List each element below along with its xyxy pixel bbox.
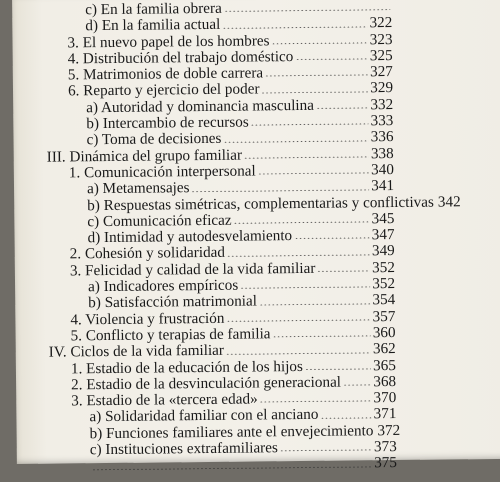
toc-entry-label: 1. Estadio de la educación de los hijos	[71, 358, 303, 378]
toc-entry	[17, 422, 397, 442]
book-page	[12, 0, 500, 464]
toc-entry-label: d) Intimidad y autodesvelamiento	[87, 227, 292, 247]
toc-entry-page-number: 371	[374, 405, 397, 423]
toc-entry-label: 3. El nuevo papel de los hombres	[67, 32, 269, 52]
dot-leader	[316, 107, 368, 109]
toc-entry-page-number: 360	[373, 324, 396, 342]
toc-entry-page-number: 372	[377, 422, 400, 440]
toc-entry-page-number: 327	[370, 63, 393, 81]
toc-entry-label: a) Metamensajes	[87, 179, 190, 198]
toc-entry-page-number: 333	[370, 112, 393, 130]
toc-entry-page-number: 370	[373, 389, 396, 407]
dot-leader	[234, 221, 370, 223]
toc-entry-label: c) Comunicación eficaz	[87, 212, 231, 232]
toc-entry-label: 6. Reparto y ejercicio del poder	[68, 81, 260, 101]
toc-entry-page-number: 342	[438, 193, 461, 211]
dot-leader	[294, 238, 370, 240]
toc-entry-page-number: 341	[371, 177, 394, 195]
toc-entry-page-number: 338	[371, 145, 394, 163]
toc-entry	[14, 194, 394, 214]
toc-entry-page-number: 347	[372, 226, 395, 244]
dot-leader	[223, 140, 368, 143]
toc-entry-label: d) En la familia actual	[85, 16, 220, 35]
dot-leader	[265, 75, 368, 77]
toc-entry-page-number: 329	[370, 80, 393, 98]
toc-entry-label: a) Solidaridad familiar con el anciano	[89, 406, 318, 426]
dot-leader	[317, 270, 370, 272]
toc-entry-label: 5. Matrimonios de doble carrera	[68, 65, 263, 85]
toc-entry-page-number: 345	[372, 210, 395, 228]
dot-leader	[305, 368, 371, 370]
toc-entry-page-number: 322	[369, 14, 392, 32]
toc-entry-label: b) Funciones familiares ante el envejecimiento	[90, 422, 374, 443]
toc-entry-label: 5. Conflicto y terapias de familia	[70, 325, 270, 345]
dot-leader	[224, 9, 390, 12]
toc-entry-label: 3. Felicidad y calidad de la vida familiar	[70, 260, 316, 281]
toc-entry-label: b) Intercambio de recursos	[86, 114, 249, 134]
toc-entry	[16, 373, 396, 393]
dot-leader	[260, 401, 372, 403]
toc-entry-page-number: 357	[373, 308, 396, 326]
toc-entry-label: c) Instituciones extrafamiliares	[90, 439, 278, 459]
toc-entry-page-number: 323	[370, 31, 393, 49]
toc-entry-label: c) En la familia obrera	[85, 0, 222, 19]
dot-leader	[222, 26, 367, 29]
dot-leader	[244, 156, 369, 158]
toc-entry-label: 2. Estadio de la desvinculación generacional	[71, 373, 341, 394]
dot-leader	[192, 189, 370, 192]
toc-entry-label: a) Indicadores empíricos	[88, 277, 238, 297]
toc-entry-page-number: 336	[371, 128, 394, 146]
toc-entry-page-number: 352	[372, 275, 395, 293]
toc-entry-label: c) Toma de decisiones	[86, 130, 221, 149]
dot-leader	[226, 319, 370, 322]
dot-leader	[280, 450, 372, 452]
toc-entry-page-number: 375	[374, 454, 397, 472]
toc-entry-label: b) Satisfacción matrimonial	[88, 293, 257, 313]
toc-entry-label: 1. Comunicación interpersonal	[69, 162, 256, 182]
toc-entry-page-number: 362	[373, 340, 396, 358]
dot-leader	[258, 173, 369, 175]
dot-leader	[251, 124, 369, 126]
toc-entry-label: b) Respuestas simétricas, complementarias y conflictivas	[87, 193, 434, 215]
toc-entry-page-number: 352	[372, 259, 395, 277]
toc-entry-page-number: 325	[370, 47, 393, 65]
toc-entry-page-number: 368	[373, 373, 396, 391]
dot-leader	[273, 335, 371, 337]
toc-entry-page-number: 349	[372, 242, 395, 260]
dot-leader	[320, 417, 371, 419]
toc-entry-page-number: 354	[372, 291, 395, 309]
toc-entry-label: III. Dinámica del grupo familiar	[47, 146, 242, 166]
dot-leader	[295, 58, 368, 60]
toc-entry-page-number: 373	[374, 438, 397, 456]
toc-entry-label: 3. Estadio de la «tercera edad»	[71, 391, 258, 411]
dot-leader	[227, 254, 370, 256]
toc-entry-page-number: 332	[370, 96, 393, 114]
dot-leader	[259, 303, 371, 305]
toc-entry-label: 4. Violencia y frustración	[70, 309, 224, 329]
dot-leader	[92, 466, 372, 470]
toc-entry-page-number: 340	[371, 161, 394, 179]
dot-leader	[240, 287, 370, 289]
toc-entry-label: IV. Ciclos de la vida familiar	[49, 342, 224, 362]
toc-entry-label: a) Autoridad y dominancia masculina	[86, 97, 314, 117]
toc-entry-label: 4. Distribución del trabajo doméstico	[68, 48, 294, 68]
dot-leader	[226, 352, 371, 355]
toc-entry-page-number: 365	[373, 357, 396, 375]
dot-leader	[343, 384, 371, 385]
toc-entry-label: 2. Cohesión y solidaridad	[70, 244, 225, 264]
dot-leader	[272, 42, 368, 44]
table-of-contents	[12, 0, 397, 475]
dot-leader	[261, 91, 368, 93]
